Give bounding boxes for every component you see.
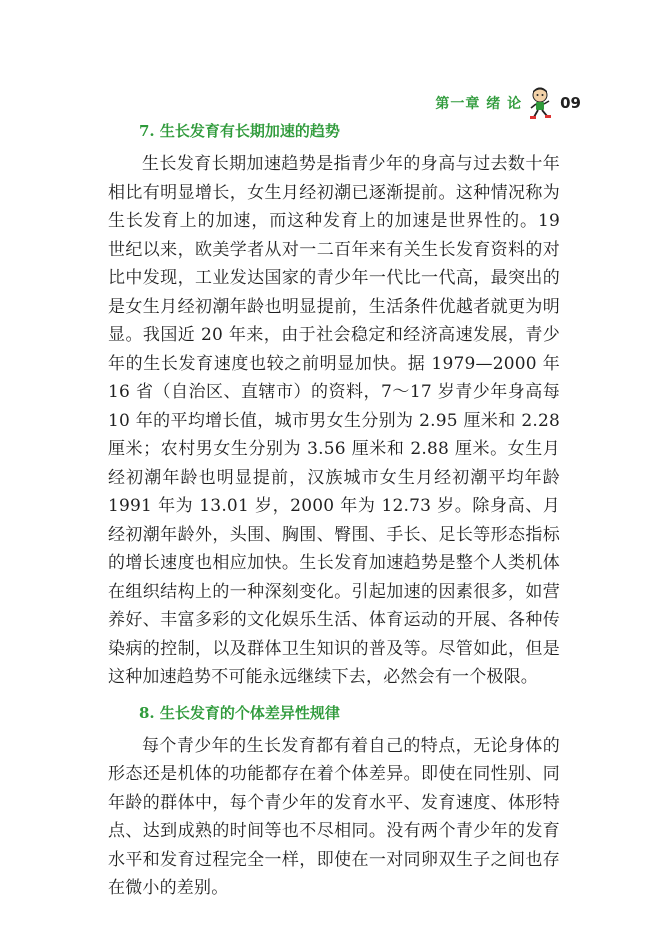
chapter-label: 第一章 绪 论 bbox=[435, 96, 523, 112]
section-paragraph: 生长发育长期加速趋势是指青少年的身高与过去数十年相比有明显增长，女生月经初潮已逐渐提前。这种情况称为生长发育上的加速，而这种发育上的加速是世界性的。19 世纪以来，欧美学者从对一二百年来有关生长发育资料的对比中发现，工业发达国家的青少年一代比一代高，最突出的是女生月经初潮年龄也明显提前，生活条件优越者就更为明显。我国近 20 年来，由于社会稳定和经济高速发展，青少年的生长发育速度也较之前明显加快。据 1979—2000 年 16 省（自治区、直辖市）的资料，7～17 岁青少年身高每 10 年的平均增长值，城市男女生分别为 2.95 厘米和 2.28 厘米；农村男女生分别为 3.56 厘米和 2.88 厘米。女生月经初潮年龄也明显提前，汉族城市女生月经初潮平均年龄 1991 年为 13.01 岁，2000 年为 12.73 岁。除身高、月经初潮年龄外，头围、胸围、臀围、手长、足长等形态指标的增长速度也相应加快。生长发育加速趋势是整个人类机体在组织结构上的一种深刻变化。引起加速的因素很多，如营养好、丰富多彩的文化娱乐生活、体育运动的开展、各种传染病的控制，以及群体卫生知识的普及等。尽管如此，但是这种加速趋势不可能永远继续下去，必然会有一个极限。 bbox=[108, 154, 560, 687]
page-number: 09 bbox=[560, 94, 581, 112]
running-kid-icon bbox=[526, 86, 554, 120]
section-title: 7. 生长发育有长期加速的趋势 bbox=[139, 122, 340, 140]
section-paragraph: 每个青少年的生长发育都有着自己的特点，无论身体的形态还是机体的功能都存在着个体差异。即使在同性别、同年龄的群体中，每个青少年的发育水平、发育速度、体形特点、达到成熟的时间等也不尽相同。没有两个青少年的发育水平和发育过程完全一样，即使在一对同卵双生子之间也存在微小的差别。 bbox=[108, 735, 560, 898]
page-body bbox=[108, 120, 560, 903]
section-title: 8. 生长发育的个体差异性规律 bbox=[139, 703, 340, 722]
running-header bbox=[435, 86, 581, 120]
